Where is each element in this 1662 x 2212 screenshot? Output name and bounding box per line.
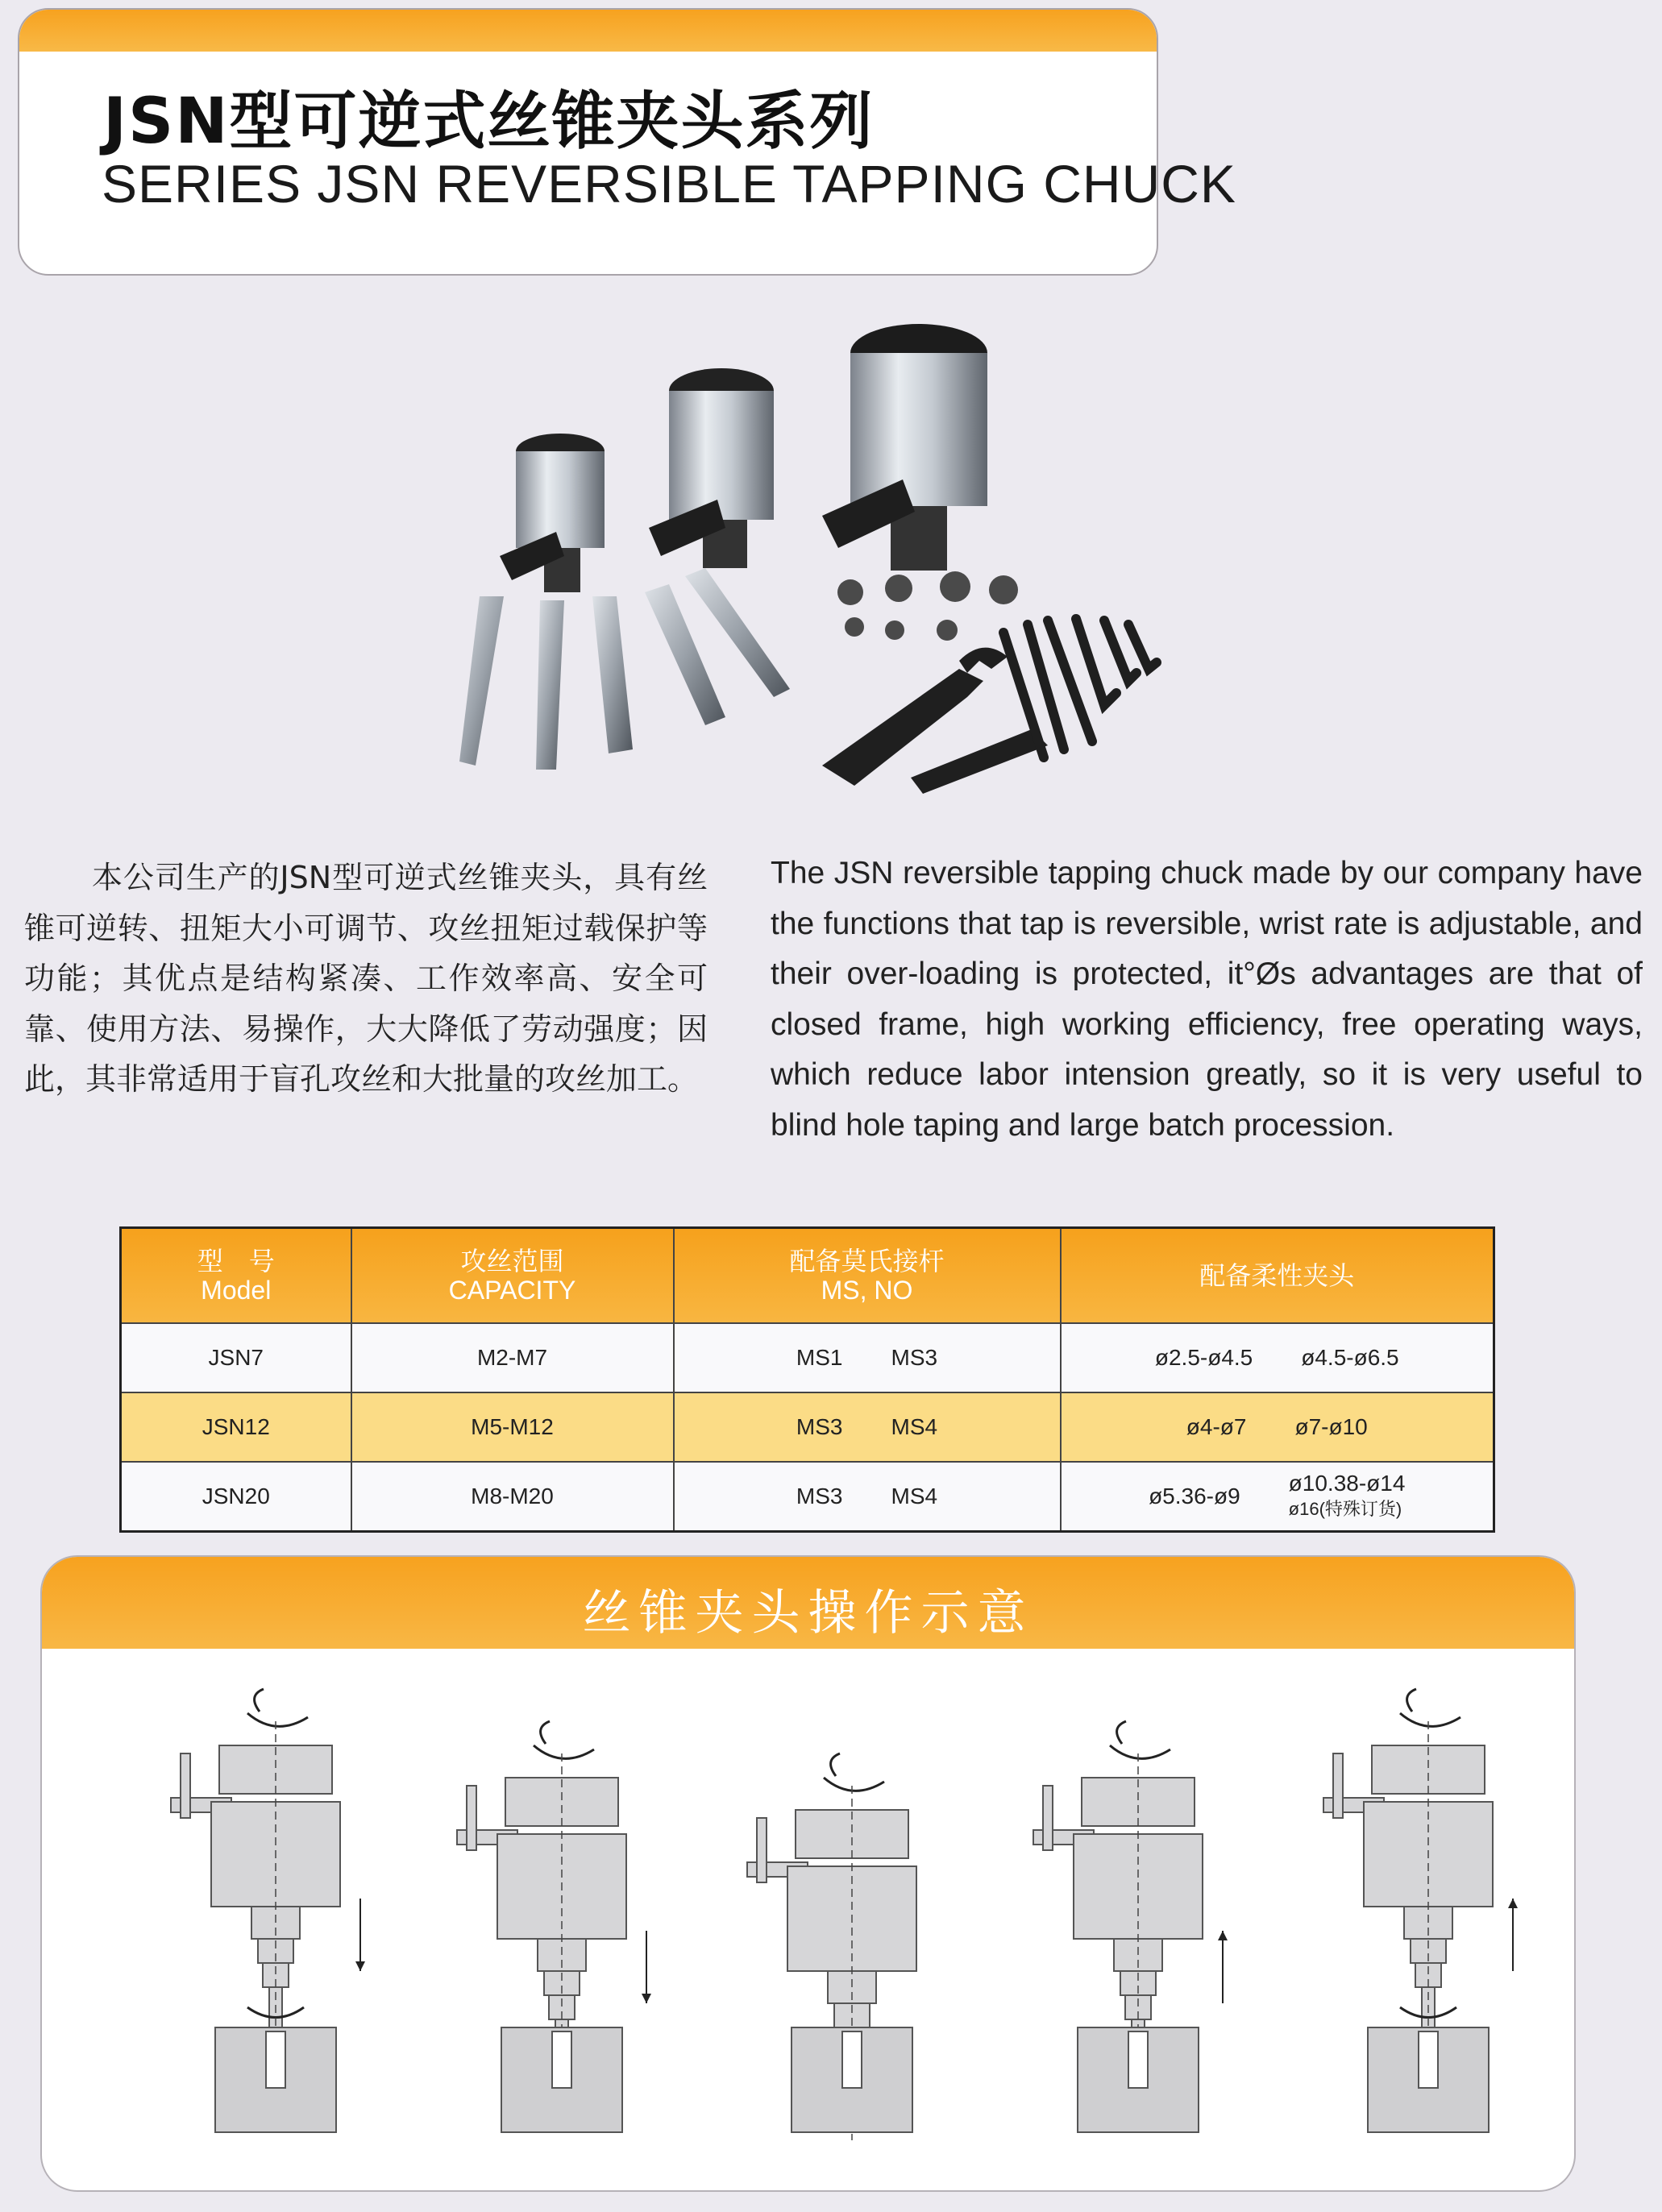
- cell-ms: [674, 1462, 1061, 1532]
- operation-title: 丝锥夹头操作示意: [582, 1585, 1034, 1641]
- rotation-arrow-icon: [534, 1745, 594, 1758]
- tapped-hole: [842, 2031, 862, 2088]
- operation-step: [457, 1721, 651, 2132]
- tapped-hole: [1128, 2031, 1148, 2088]
- header-model-en: Model: [201, 1275, 272, 1305]
- header-capacity: [351, 1228, 674, 1323]
- page-title-cn: JSN型可逆式丝锥夹头系列: [103, 85, 875, 158]
- cell-collet-a: ø5.36-ø9: [1149, 1483, 1240, 1509]
- cell-collet: [1061, 1462, 1494, 1532]
- collets: [837, 571, 1018, 641]
- chuck-medium: [649, 368, 774, 568]
- header-collet: [1061, 1228, 1494, 1323]
- operation-panel: [40, 1555, 1576, 2192]
- cell-ms-b: MS3: [891, 1344, 938, 1370]
- chuck-large: [822, 324, 987, 571]
- spec-table: [119, 1226, 1495, 1533]
- product-photo: [403, 314, 1209, 798]
- cell-ms-a: MS3: [796, 1413, 843, 1439]
- cell-collet-b-group: [1289, 1471, 1406, 1522]
- tapped-hole: [266, 2031, 285, 2088]
- cell-ms-a: MS1: [796, 1344, 843, 1370]
- header-model-cn: 型 号: [197, 1246, 275, 1276]
- table-row: [121, 1462, 1494, 1532]
- cell-capacity: M8-M20: [351, 1462, 674, 1532]
- cell-ms-a: MS3: [796, 1483, 843, 1509]
- rotation-arrow-icon: [824, 1778, 884, 1791]
- cell-collet-c: ø16(特殊订货): [1288, 1498, 1402, 1519]
- tapped-hole: [1419, 2031, 1438, 2088]
- cell-collet-b: ø4.5-ø6.5: [1301, 1344, 1399, 1370]
- cell-model: JSN12: [121, 1392, 351, 1462]
- header-ms-en: MS, NO: [821, 1275, 913, 1305]
- cell-collet-a: ø4-ø7: [1186, 1413, 1247, 1439]
- cell-ms: [674, 1323, 1061, 1392]
- header-capacity-cn: 攻丝范围: [460, 1246, 564, 1276]
- cell-capacity: M2-M7: [351, 1323, 674, 1392]
- cell-capacity: M5-M12: [351, 1392, 674, 1462]
- table-row: [121, 1323, 1494, 1392]
- cell-collet-a: ø2.5-ø4.5: [1154, 1344, 1253, 1370]
- header-ms: [674, 1228, 1061, 1323]
- rotation-arrow-icon: [1110, 1745, 1170, 1758]
- cell-ms-b: MS4: [891, 1483, 938, 1509]
- cell-collet: [1061, 1392, 1494, 1462]
- description-en: The JSN reversible tapping chuck made by our company have the functions that tap is reversible, wrist rate is adjustable, and their over-loading is protected, it°Øs advantages are that of closed frame, high working efficiency, free operating ways, which reduce labor intension greatly, so it is very useful to blind hole taping and large batch procession.: [771, 856, 1643, 1143]
- morse-shanks: [459, 568, 790, 770]
- chuck-small: [500, 434, 605, 592]
- operation-step: [1033, 1721, 1228, 2132]
- cell-model: JSN20: [121, 1462, 351, 1532]
- header-collet-cn: 配备柔性夹头: [1199, 1260, 1355, 1290]
- header-capacity-en: CAPACITY: [448, 1275, 576, 1305]
- table-header-row: [121, 1228, 1494, 1323]
- tapped-hole: [552, 2031, 571, 2088]
- description-cn: 本公司生产的JSN型可逆式丝锥夹头，具有丝锥可逆转、扭矩大小可调节、攻丝扭矩过载保护等功能；其优点是结构紧凑、工作效率高、安全可靠、使用方法、易操作，大大降低了劳动强度；因此，其非常适用于盲孔攻丝和大批量的攻丝加工。: [24, 860, 708, 1097]
- page-title-en: SERIES JSN REVERSIBLE TAPPING CHUCK: [102, 154, 1236, 214]
- cell-collet-b: ø7-ø10: [1294, 1413, 1368, 1439]
- rotation-arrow-icon: [1400, 1713, 1460, 1726]
- cell-ms-b: MS4: [891, 1413, 938, 1439]
- cell-collet-b: ø10.38-ø14: [1288, 1470, 1406, 1496]
- cell-model: JSN7: [121, 1323, 351, 1392]
- rotation-arrow-icon: [247, 1713, 308, 1726]
- header-model: [121, 1228, 351, 1323]
- operation-diagrams: [42, 1649, 1576, 2192]
- header-ms-cn: 配备莫氏接杆: [789, 1246, 945, 1276]
- operation-step: [171, 1689, 365, 2132]
- cell-collet: [1061, 1323, 1494, 1392]
- header-orange-strip: [19, 10, 1157, 52]
- operation-step: [747, 1753, 916, 2140]
- operation-step: [1323, 1689, 1518, 2132]
- table-row: [121, 1392, 1494, 1462]
- cell-ms: [674, 1392, 1061, 1462]
